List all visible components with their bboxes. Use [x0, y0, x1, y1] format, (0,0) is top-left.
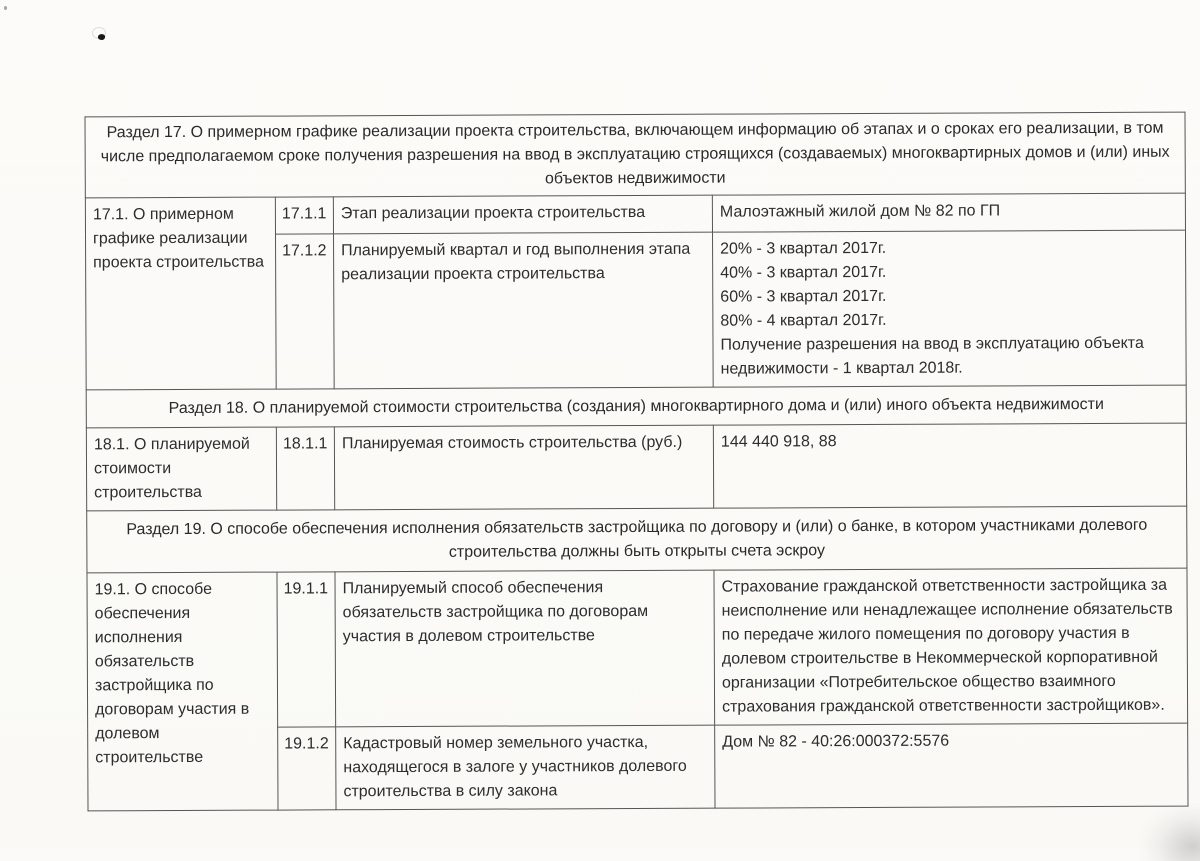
section-17-header-row [85, 112, 1185, 198]
row-number-19-1-2: 19.1.2 [278, 727, 336, 810]
ink-speck-icon [4, 6, 7, 10]
row-value-18-1-1: 144 440 918, 88 [713, 423, 1186, 508]
table-row-18-1-1 [86, 423, 1186, 511]
section-19-title: Раздел 19. О способе обеспечения исполнения обязательств застройщика по договору и (или) о банке, в котором участниками долевого строительства должны быть открыты счета эскроу [87, 506, 1187, 573]
project-declaration-table [84, 112, 1188, 812]
row-value-17-1-2: 20% - 3 квартал 2017г. 40% - 3 квартал 2017г. 60% - 3 квартал 2017г. 80% - 4 квартал 2017г. Получение разрешения на ввод в эксплуатацию объекта недвижимости - 1 квартал 2018г. [713, 230, 1187, 387]
row-value-19-1-2: Дом № 82 - 40:26:000372:5576 [715, 723, 1188, 808]
row-label-19-1: 19.1. О способе обеспечения исполнения обязательств застройщика по договорам участия в долевом строительстве [87, 572, 278, 811]
row-param-19-1-1: Планируемый способ обеспечения обязательств застройщика по договорам участия в долевом строительстве [335, 570, 715, 727]
row-param-17-1-2: Планируемый квартал и год выполнения этапа реализации проекта строительства [334, 232, 714, 389]
row-number-18-1-1: 18.1.1 [276, 427, 334, 510]
row-number-19-1-1: 19.1.1 [277, 572, 336, 727]
row-label-18-1: 18.1. О планируемой стоимости строительства [86, 427, 276, 511]
row-param-17-1-1: Этап реализации проекта строительства [333, 195, 712, 234]
row-label-17-1: 17.1. О примерном графике реализации проекта строительства [85, 197, 276, 390]
section-19-header-row [87, 506, 1187, 573]
row-param-19-1-2: Кадастровый номер земельного участка, находящегося в залоге у участников долевого строительства в силу закона [336, 725, 715, 810]
row-number-17-1-1: 17.1.1 [275, 197, 333, 234]
row-value-19-1-1: Страхование гражданской ответственности застройщика за неисполнение или ненадлежащее исполнение обязательств по передаче жилого помещения по договору участия в долевом строительстве в Некоммерческой корпоративной организации «Потребительское общество взаимного страхования гражданской ответственности застройщиков». [714, 568, 1188, 725]
row-value-17-1-1: Малоэтажный жилой дом № 82 по ГП [712, 193, 1185, 232]
table-row-17-1-1 [85, 193, 1185, 235]
row-param-18-1-1: Планируемая стоимость строительства (руб.) [334, 425, 713, 510]
ink-dot-icon [97, 33, 106, 41]
table-row-19-1-1 [87, 568, 1188, 728]
scan-corner-noise [1140, 803, 1200, 861]
section-18-header-row [86, 385, 1186, 428]
row-number-17-1-2: 17.1.2 [276, 234, 335, 389]
section-17-title: Раздел 17. О примерном графике реализации проекта строительства, включающем информацию об этапах и о сроках его реализации, в том числе предполагаемом сроке получения разрешения на ввод в эксплуатацию строящихся (создаваемых) многоквартирных домов и (или) иных объектов недвижимости [85, 112, 1185, 198]
section-18-title: Раздел 18. О планируемой стоимости строительства (создания) многоквартирного дома и (или) иного объекта недвижимости [86, 385, 1186, 428]
